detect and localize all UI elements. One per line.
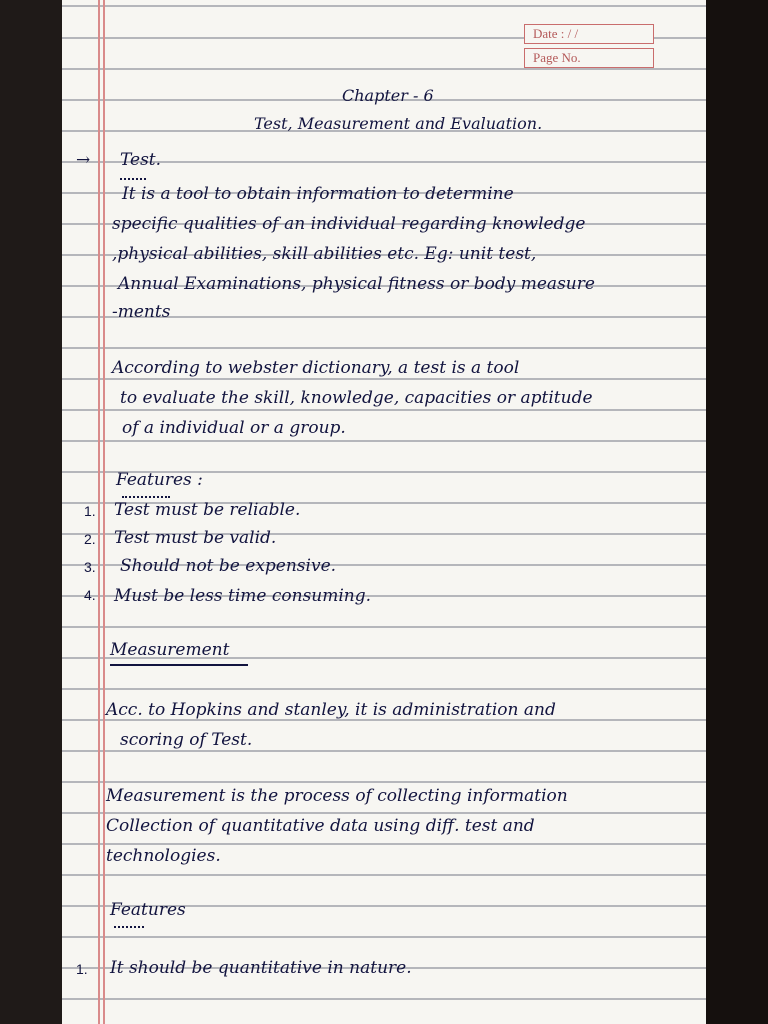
paragraph-line: Measurement is the process of collecting information xyxy=(106,786,568,806)
paragraph-line: Annual Examinations, physical fitness or body measure xyxy=(118,274,595,294)
paragraph-line: scoring of Test. xyxy=(120,730,253,750)
section-heading-features: Features : xyxy=(116,470,203,490)
paragraph-line: -ments xyxy=(112,302,171,322)
list-item: It should be quantitative in nature. xyxy=(110,958,412,978)
list-number: 3. xyxy=(84,559,96,575)
notebook-page xyxy=(62,0,706,1024)
arrow-icon: → xyxy=(76,150,91,170)
list-item: Test must be valid. xyxy=(114,528,277,548)
list-item: Should not be expensive. xyxy=(120,556,337,576)
paragraph-line: technologies. xyxy=(106,846,221,866)
underline-decoration xyxy=(122,492,170,498)
section-heading-measurement: Measurement xyxy=(110,640,230,660)
underline-decoration xyxy=(120,174,146,180)
underline-decoration xyxy=(110,660,248,666)
margin-line xyxy=(103,0,105,1024)
date-box: Date : / / xyxy=(524,24,654,44)
list-number: 4. xyxy=(84,587,96,603)
paragraph-line: Collection of quantitative data using diff. test and xyxy=(106,816,535,836)
list-number: 1. xyxy=(84,503,96,519)
paragraph-line: to evaluate the skill, knowledge, capacities or aptitude xyxy=(120,388,593,408)
paragraph-line: specific qualities of an individual regarding knowledge xyxy=(112,214,586,234)
list-number: 2. xyxy=(84,531,96,547)
paragraph-line: It is a tool to obtain information to determine xyxy=(122,184,514,204)
underline-decoration xyxy=(114,922,144,928)
section-heading-features: Features xyxy=(110,900,186,920)
list-number: 1. xyxy=(76,961,88,977)
chapter-heading: Chapter - 6 xyxy=(342,86,434,105)
paragraph-line: ,physical abilities, skill abilities etc. Eg: unit test, xyxy=(112,244,537,264)
list-item: Test must be reliable. xyxy=(114,500,301,520)
page-title: Test, Measurement and Evaluation. xyxy=(254,114,543,133)
paragraph-line: of a individual or a group. xyxy=(122,418,346,438)
paragraph-line: According to webster dictionary, a test is a tool xyxy=(112,358,520,378)
page-edge-shadow xyxy=(706,0,768,1024)
section-heading-test: Test. xyxy=(120,150,162,170)
paragraph-line: Acc. to Hopkins and stanley, it is administration and xyxy=(106,700,556,720)
page-number-box: Page No. xyxy=(524,48,654,68)
margin-line xyxy=(98,0,100,1024)
list-item: Must be less time consuming. xyxy=(114,586,372,606)
